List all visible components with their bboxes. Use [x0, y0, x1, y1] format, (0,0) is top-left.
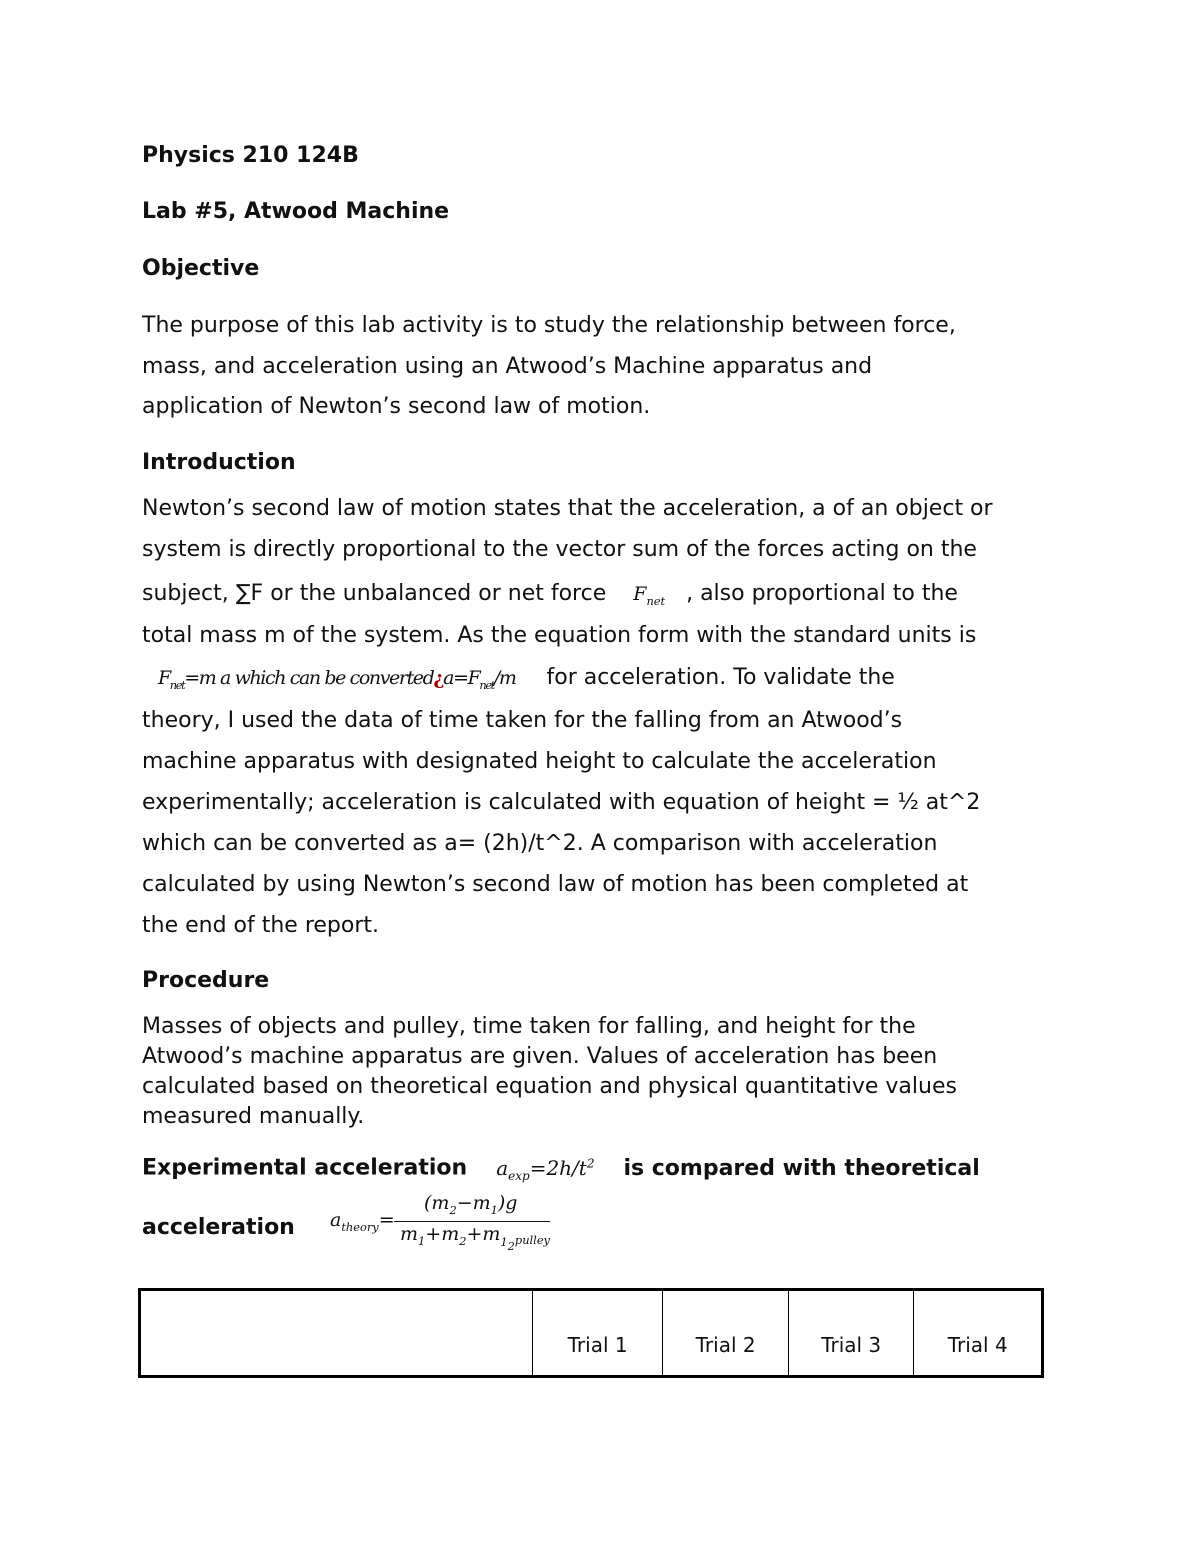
intro-line: calculated by using Newton’s second law of motion has been completed at — [142, 872, 969, 897]
trials-table — [138, 1288, 1044, 1378]
intro-line-net-force — [142, 579, 958, 616]
intro-line: which can be converted as a= (2h)/t^2. A comparison with acceleration — [142, 831, 938, 856]
formula-denominator: $m_1+m_2+m_{12pulley}$ — [400, 1223, 550, 1253]
intro-line: machine apparatus with designated height to calculate the acceleration — [142, 749, 937, 774]
formula-text: =2h/t — [529, 1155, 587, 1180]
objective-line: mass, and acceleration using an Atwood’s Machine apparatus and — [142, 354, 873, 379]
objective-heading: Objective — [142, 256, 260, 281]
exp-label: Experimental acceleration — [142, 1155, 468, 1181]
table-header-cell: Trial 3 — [788, 1290, 914, 1377]
formula-marker: ¿ — [433, 667, 444, 689]
intro-line: theory, I used the data of time taken for the falling from an Atwood’s — [142, 708, 903, 733]
procedure-line: calculated based on theoretical equation and physical quantitative values — [142, 1074, 957, 1099]
experimental-acceleration-line — [142, 1148, 980, 1191]
procedure-heading: Procedure — [142, 968, 270, 993]
intro-text: subject, ∑F or the unbalanced or net force — [142, 581, 607, 606]
procedure-line: measured manually. — [142, 1104, 365, 1129]
table-header-cell: Trial 2 — [663, 1290, 789, 1377]
formula-text: =m a which can be converted — [184, 667, 434, 689]
theory-lhs: $a_{theory}=$ — [330, 1209, 395, 1234]
course-title: Physics 210 124B — [142, 143, 359, 168]
table-header-cell: Trial 1 — [532, 1290, 663, 1377]
procedure-line: Atwood’s machine apparatus are given. Values of acceleration has been — [142, 1044, 938, 1069]
introduction-heading: Introduction — [142, 450, 296, 475]
compared-label: is compared with theoretical — [623, 1155, 980, 1181]
fraction-bar — [394, 1221, 550, 1222]
intro-line: experimentally; acceleration is calculated with equation of height = ½ at^2 — [142, 790, 981, 815]
lab-title: Lab #5, Atwood Machine — [142, 199, 450, 224]
intro-line: system is directly proportional to the vector sum of the forces acting on the — [142, 537, 977, 562]
table-header-cell: Trial 4 — [914, 1290, 1043, 1377]
intro-text: , also proportional to the — [686, 581, 958, 606]
intro-line: Newton’s second law of motion states that the acceleration, a of an object or — [142, 496, 993, 521]
intro-text: for acceleration. To validate the — [546, 665, 895, 690]
procedure-line: Masses of objects and pulley, time taken for falling, and height for the — [142, 1014, 916, 1039]
fnet-symbol: $F_{net}$ — [633, 583, 666, 608]
formula-text: /m — [493, 667, 516, 689]
table-header-cell — [140, 1290, 533, 1377]
formula-text: a=F — [443, 667, 480, 689]
exp-formula: $a_{exp}=2h/t^2$ — [496, 1155, 595, 1183]
table-row — [140, 1290, 1043, 1377]
objective-line: The purpose of this lab activity is to study the relationship between force, — [142, 313, 956, 338]
intro-line-formula — [142, 663, 895, 700]
intro-line: total mass m of the system. As the equation form with the standard units is — [142, 623, 977, 648]
newton-formula: $F_{net}=m$ a which can be $converted¿a=F_{net}/m$ — [158, 667, 516, 692]
intro-line: the end of the report. — [142, 913, 380, 938]
acceleration-label: acceleration — [142, 1215, 295, 1240]
objective-line: application of Newton’s second law of motion. — [142, 394, 651, 419]
formula-numerator: $(m_2-m_1)g$ — [424, 1192, 518, 1217]
